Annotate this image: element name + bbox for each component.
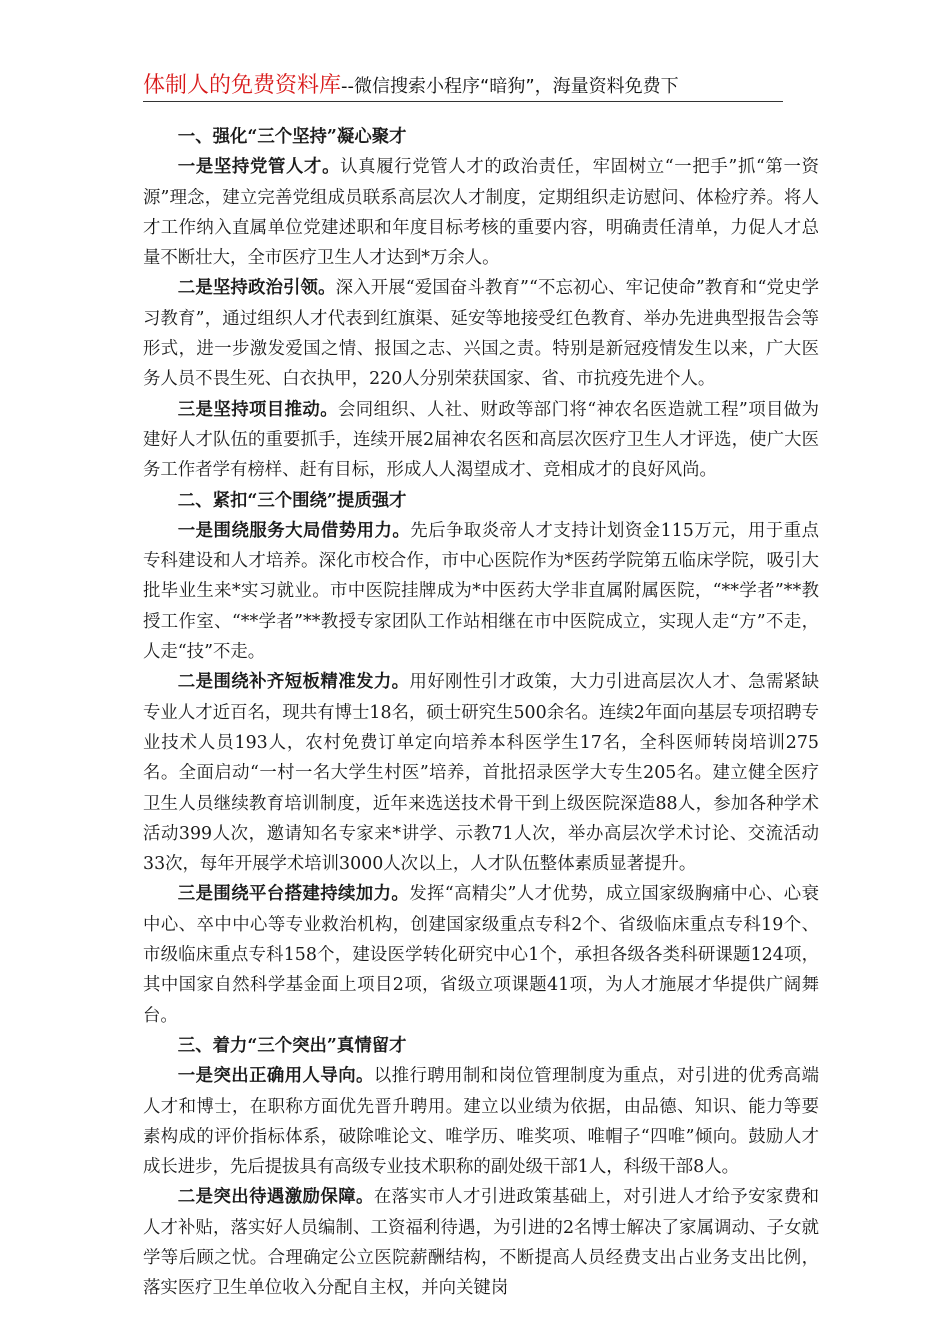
paragraph-body: 发挥“高精尖”人才优势，成立国家级胸痛中心、心衰中心、卒中中心等专业救治机构，创建国家级重点专科2个、省级临床重点专科19个、市级临床重点专科158个，建设医学转化研究中心1个，承担各级各类科研课题124项，其中国家自然科学基金面上项目2项，省级立项课题41项，为人才施展才华提供广阔舞台。 <box>143 884 819 1026</box>
header-divider <box>143 101 783 102</box>
paragraph-body: 以推行聘用制和岗位管理制度为重点，对引进的优秀高端人才和博士，在职称方面优先晋升聘用。建立以业绩为依据，由品德、知识、能力等要素构成的评价指标体系，破除唯论文、唯学历、唯奖项、唯帽子“四唯”倾向。鼓励人才成长进步，先后提拔具有高级专业技术职称的副处级干部1人，科级干部8人。 <box>143 1066 819 1178</box>
paragraph <box>143 1182 819 1303</box>
paragraph-body: 会同组织、人社、财政等部门将“神农名医造就工程”项目做为建好人才队伍的重要抓手，连续开展2届神农名医和高层次医疗卫生人才评选，使广大医务工作者学有榜样、赶有目标，形成人人渴望成才、竞相成才的良好风尚。 <box>143 399 819 481</box>
header-brand: 体制人的免费资料库 <box>143 73 342 98</box>
paragraph-lead: 一是突出正确用人导向。 <box>177 1066 374 1087</box>
paragraph <box>143 516 819 667</box>
paragraph-body: 用好刚性引才政策，大力引进高层次人才、急需紧缺专业人才近百名，现共有博士18名，硕士研究生500余名。连续2年面向基层专项招聘专业技术人员193人，农村免费订单定向培养本科医学生17名，全科医师转岗培训275名。全面启动“一村一名大学生村医”培养，首批招录医学大专生205名。建立健全医疗卫生人员继续教育培训制度，近年来选送技术骨干到上级医院深造88人，参加各种学术活动399人次，邀请知名专家来*讲学、示教71人次，举办高层次学术讨论、交流活动33次，每年开展学术培训3000人次以上，人才队伍整体素质显著提升。 <box>143 672 819 875</box>
paragraph-body: 先后争取炎帝人才支持计划资金115万元，用于重点专科建设和人才培养。深化市校合作，市中心医院作为*医药学院第五临床学院，吸引大批毕业生来*实习就业。市中医院挂牌成为*中医药大学非直属附属医院，“**学者”**教授工作室、“**学者”**教授专家团队工作站相继在市中医院成立，实现人走“方”不走，人走“技”不走。 <box>143 520 819 663</box>
section-heading: 三、着力“三个突出”真情留才 <box>177 1035 407 1056</box>
paragraph <box>143 395 819 486</box>
paragraph <box>143 879 819 1030</box>
section-heading: 二、紧扣“三个围绕”提质强才 <box>177 490 407 511</box>
paragraph <box>143 152 819 273</box>
paragraph-body: 深入开展“爱国奋斗教育”“不忘初心、牢记使命”教育和“党史学习教育”，通过组织人才代表到红旗渠、延安等地接受红色教育、举办先进典型报告会等形式，进一步激发爱国之情、报国之志、兴国之责。特别是新冠疫情发生以来，广大医务人员不畏生死、白衣执甲，220人分别荣获国家、省、市抗疫先进个人。 <box>143 278 819 390</box>
page-header <box>143 68 783 99</box>
section-heading: 一、强化“三个坚持”凝心聚才 <box>177 127 407 147</box>
paragraph-body: 在落实市人才引进政策基础上，对引进人才给予安家费和人才补贴，落实好人员编制、工资福利待遇，为引进的2名博士解决了家属调动、子女就学等后顾之忧。合理确定公立医院薪酬结构，不断提高人员经费支出占业务支出比例，落实医疗卫生单位收入分配自主权，并向关键岗 <box>143 1187 819 1299</box>
document-body <box>143 122 819 1304</box>
paragraph-lead: 一是围绕服务大局借势用力。 <box>177 520 411 541</box>
paragraph-lead: 三是坚持项目推动。 <box>177 399 338 420</box>
paragraph-lead: 二是坚持政治引领。 <box>177 278 336 299</box>
paragraph-body: 认真履行党管人才的政治责任，牢固树立“一把手”抓“第一资源”理念，建立完善党组成员联系高层次人才制度，定期组织走访慰问、体检疗养。将人才工作纳入直属单位党建述职和年度目标考核的重要内容，明确责任清单，力促人才总量不断壮大，全市医疗卫生人才达到*万余人。 <box>143 157 819 269</box>
header-tagline: --微信搜索小程序“暗狗”，海量资料免费下 <box>341 76 679 97</box>
paragraph-lead: 一是坚持党管人才。 <box>177 157 341 178</box>
paragraph-lead: 二是围绕补齐短板精准发力。 <box>177 672 410 693</box>
paragraph-lead: 二是突出待遇激励保障。 <box>177 1187 374 1208</box>
paragraph <box>143 1061 819 1182</box>
paragraph <box>143 667 819 879</box>
paragraph-lead: 三是围绕平台搭建持续加力。 <box>177 884 410 905</box>
paragraph <box>143 273 819 394</box>
